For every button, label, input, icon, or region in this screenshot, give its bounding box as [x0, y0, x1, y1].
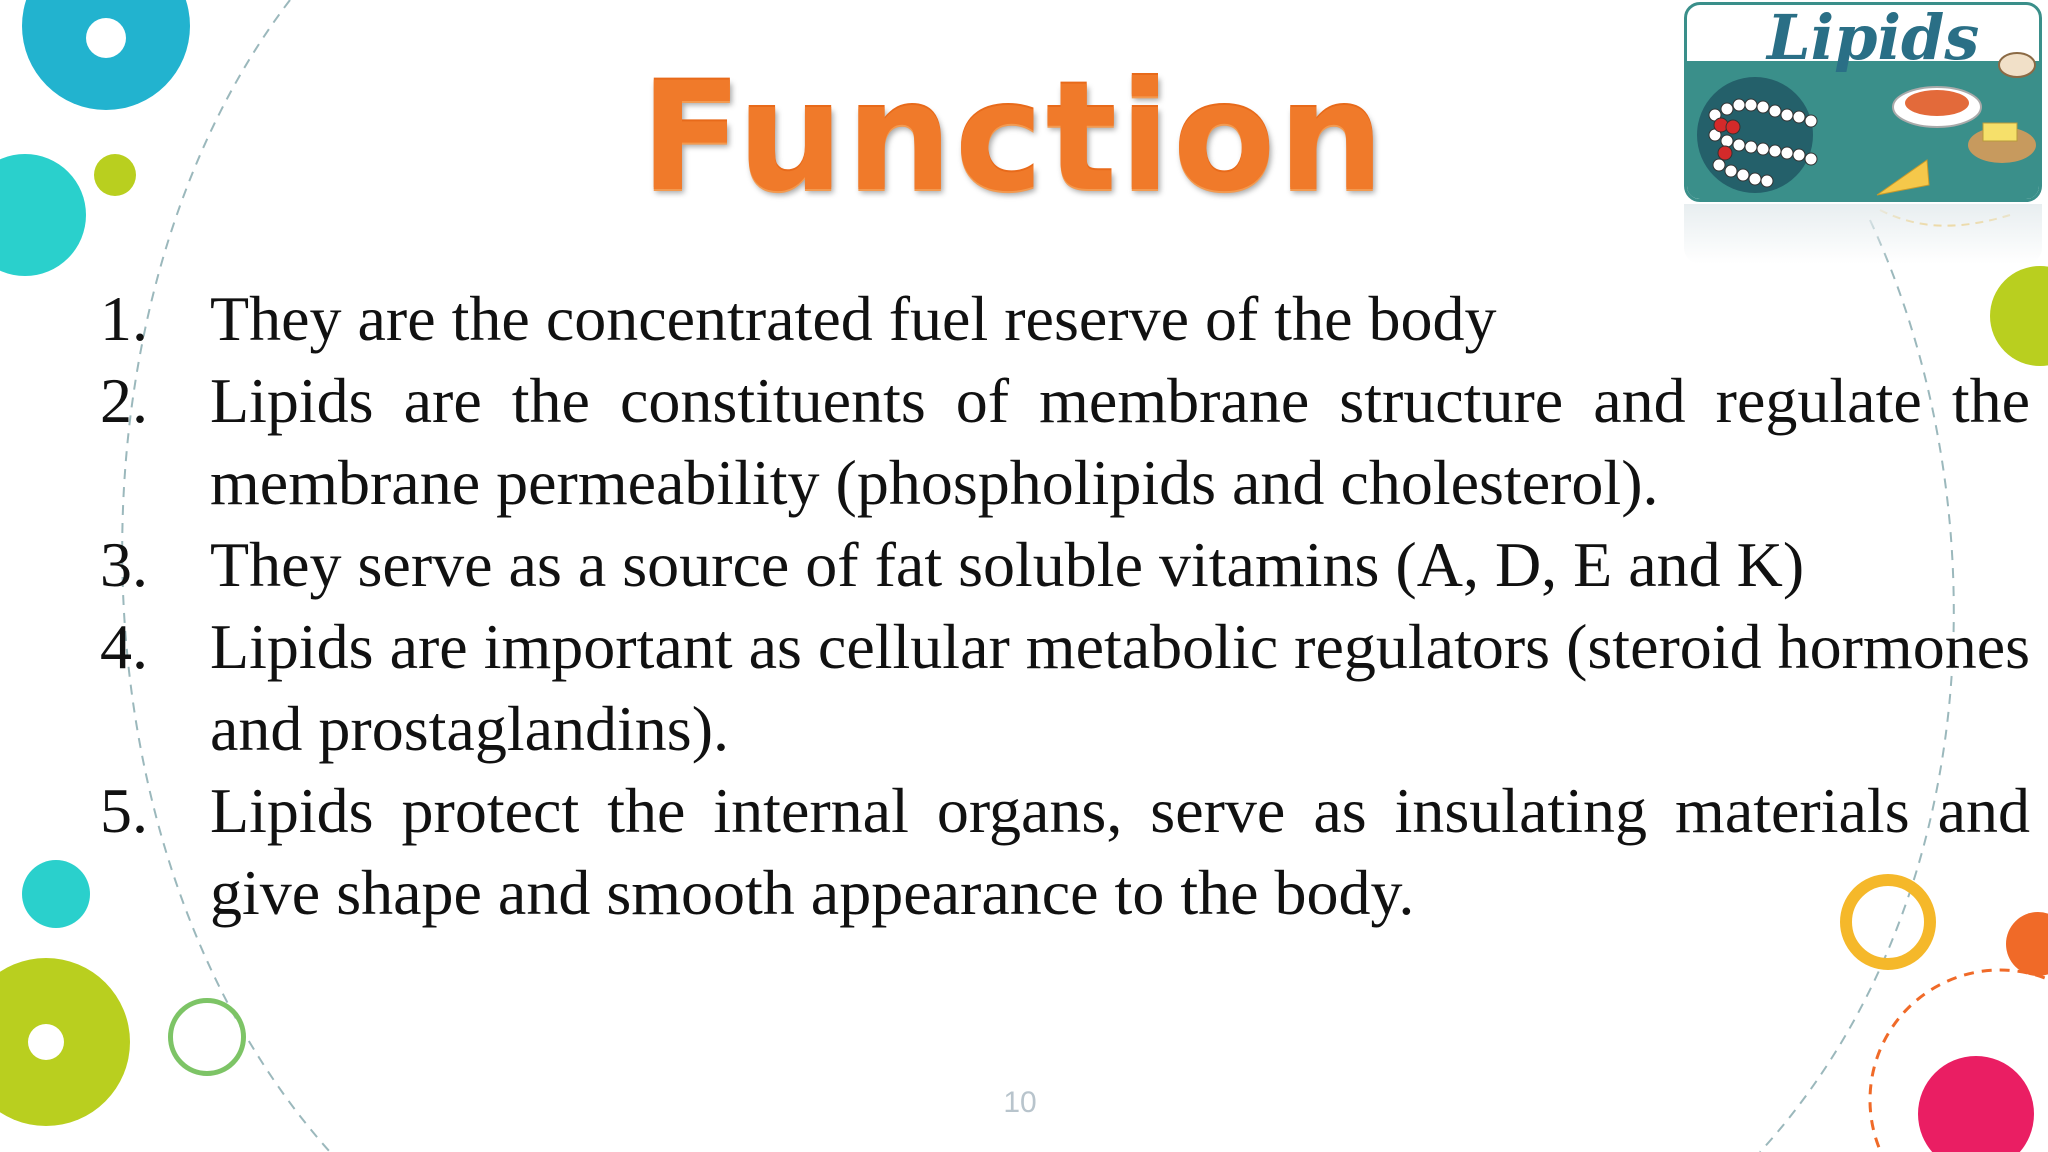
- logo-reflection: [1684, 204, 2042, 264]
- white-dot-top-left: [86, 18, 126, 58]
- page-number: 10: [1003, 1086, 1037, 1119]
- white-dot-bottom-left: [28, 1024, 64, 1060]
- logo-word: Lipids: [1767, 2, 1980, 74]
- list-item-text: Lipids protect the internal organs, serve as insulating materials and give shape and smooth appearance to the body.: [210, 775, 2030, 928]
- list-item-number: 3.: [100, 529, 148, 600]
- lime-dot-left: [94, 154, 136, 196]
- list-item: [100, 278, 2030, 360]
- food-illustration-icon: [1867, 35, 2042, 200]
- list-item: [100, 360, 2030, 524]
- list-item-number: 5.: [100, 775, 148, 846]
- green-ring-bottom-left: [168, 998, 246, 1076]
- turquoise-dot-bottom-left: [22, 860, 90, 928]
- list-item: [100, 606, 2030, 770]
- list-item-text: Lipids are important as cellular metabolic regulators (steroid hormones and prostaglandins).: [210, 611, 2030, 764]
- list-item-number: 2.: [100, 365, 148, 436]
- list-item-text: They serve as a source of fat soluble vitamins (A, D, E and K): [210, 529, 1805, 600]
- list-item-text: They are the concentrated fuel reserve of the body: [210, 283, 1497, 354]
- lipids-logo: [1684, 2, 2042, 202]
- list-item-number: 4.: [100, 611, 148, 682]
- list-item: [100, 770, 2030, 934]
- molecule-chain-icon: [1695, 75, 1875, 200]
- function-list: [100, 278, 2030, 934]
- slide-title: Function: [640, 51, 1387, 225]
- list-item: [100, 524, 2030, 606]
- list-item-number: 1.: [100, 283, 148, 354]
- list-item-text: Lipids are the constituents of membrane structure and regulate the membrane permeability (phospholipids and cholesterol).: [210, 365, 2030, 518]
